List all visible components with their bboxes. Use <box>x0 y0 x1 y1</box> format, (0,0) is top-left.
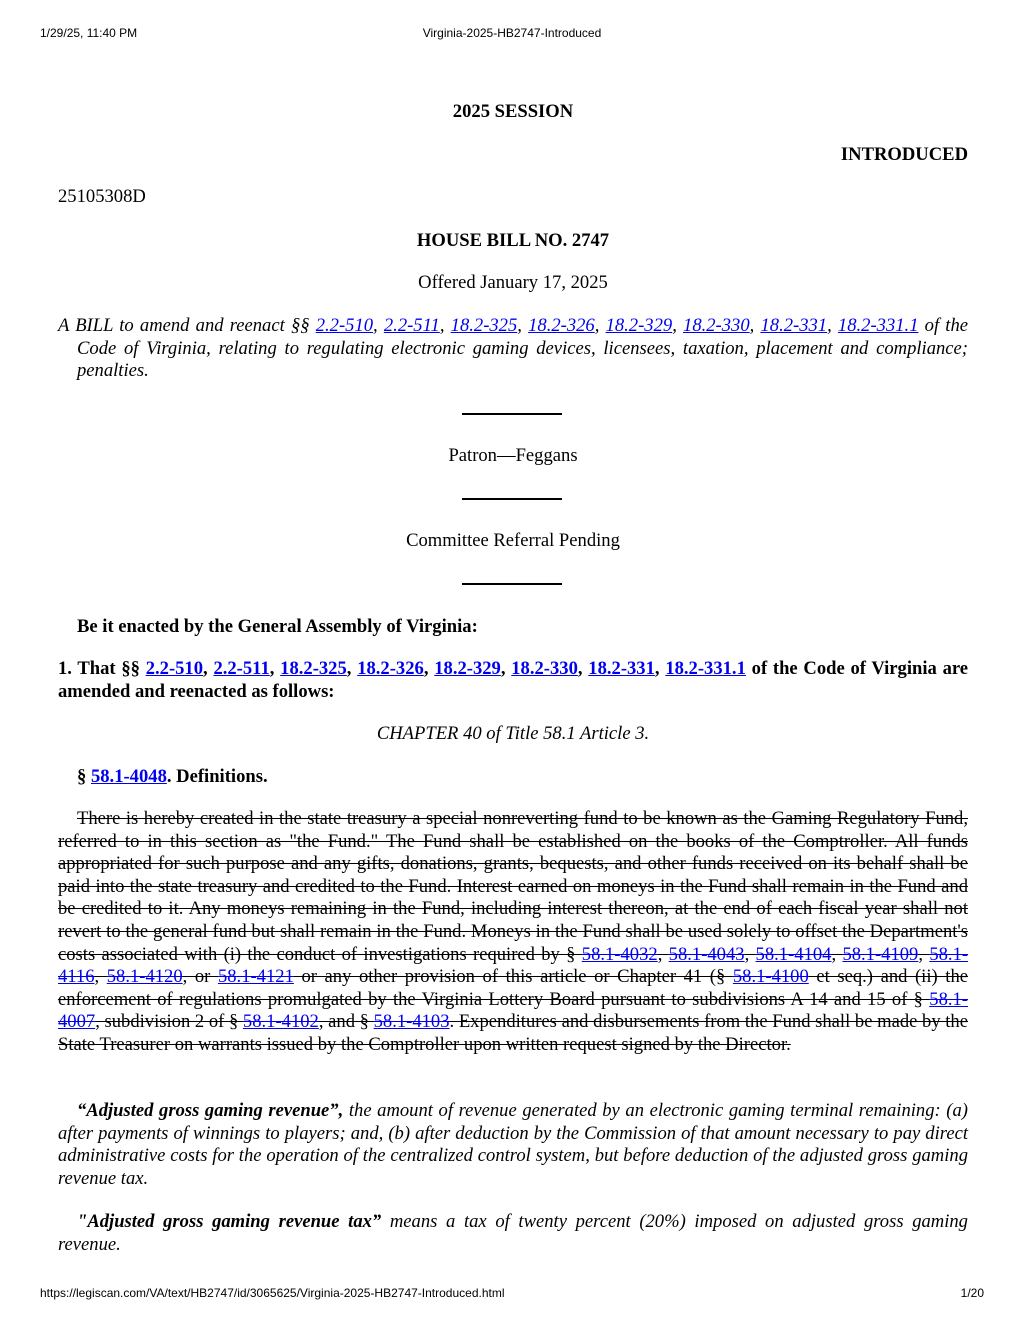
struck-text-2: or any other provision of this article or Chapter 41 (§ <box>293 966 733 988</box>
desc-link-18-2-331-1[interactable]: 18.2-331.1 <box>837 315 919 336</box>
struck-link-58-1-4100[interactable]: 58.1-4100 <box>732 966 809 988</box>
offered-date: Offered January 17, 2025 <box>418 272 608 293</box>
struck-link-58-1-4120[interactable]: 58.1-4120 <box>106 966 183 988</box>
divider-2 <box>462 498 562 500</box>
chapter-heading: CHAPTER 40 of Title 58.1 Article 3. <box>376 723 650 744</box>
print-datetime: 1/29/25, 11:40 PM <box>40 26 138 40</box>
struck-or: , or <box>182 966 218 988</box>
sec1-link-18-2-329[interactable]: 18.2-329 <box>434 658 501 679</box>
section1-suffix: of the Code of Virginia are amended and reenacted as follows: <box>58 658 969 702</box>
bill-title: HOUSE BILL NO. 2747 <box>416 230 610 251</box>
struck-text-1: There is hereby created in the state treasury a special nonreverting fund to be known as the Gaming Regulatory Fund, referred to in this section as "the Fund." The Fund shall be established on the books of the Comptroller. All funds appropriated for such purpose and any gifts, donations, grants, bequests, and other funds received on its behalf shall be paid into the state treasury and credited to the Fund. Interest earned on moneys in the Fund shall remain in the Fund and be credited to it. Any moneys remaining in the Fund, including interest thereon, at the end of each fiscal year shall not revert to the general fund but shall remain in the Fund. Moneys in the Fund shall be used solely to offset the Department's costs associated with (i) the conduct of investigations required by § <box>58 808 968 965</box>
struck-link-58-1-4116[interactable]: 58.1-4116 <box>58 943 969 988</box>
sec1-link-18-2-331[interactable]: 18.2-331 <box>588 658 655 679</box>
enacting-clause: Be it enacted by the General Assembly of Virginia: <box>77 616 478 637</box>
struck-link-58-1-4102[interactable]: 58.1-4102 <box>242 1011 319 1033</box>
section-one-clause: 1. That §§ 2.2-510, 2.2-511, 18.2-325, 18.2-326, 18.2-329, 18.2-330, 18.2-331, 18.2-331.1 of the Code of Virginia are amended and reenacted as follows: <box>58 658 969 702</box>
def2-text: means a tax of twenty percent (20%) imposed on adjusted gross gaming revenue. <box>58 1211 968 1255</box>
struck-sep: , <box>744 943 756 965</box>
sec1-link-18-2-331-1[interactable]: 18.2-331.1 <box>665 658 746 679</box>
sec1-link-18-2-325[interactable]: 18.2-325 <box>280 658 347 679</box>
section1-prefix: 1. That §§ <box>58 658 146 679</box>
struck-text-5: , and § <box>318 1011 374 1033</box>
status-heading: INTRODUCED <box>840 144 968 165</box>
divider-1 <box>462 413 562 415</box>
struck-link-58-1-4103[interactable]: 58.1-4103 <box>373 1011 450 1033</box>
bill-description: A BILL to amend and reenact §§ 2.2-510, 2.2-511, 18.2-325, 18.2-326, 18.2-329, 18.2-330, 18.2-331, 18.2-331.1 of the Code of Virginia, relating to regulating electronic gaming devices, licensees, taxation, placement and compliance; penalties. <box>58 315 969 382</box>
desc-link-18-2-326[interactable]: 18.2-326 <box>528 315 595 336</box>
struck-sep: , <box>94 966 107 988</box>
struck-text-3: et seq.) and (ii) the enforcement of regulations promulgated by the Virginia Lottery Board pursuant to subdivisions A 14 and 15 of § <box>58 966 969 1010</box>
struck-text-6: . Expenditures and disbursements from the Fund shall be made by the State Treasurer on warrants issued by the Comptroller upon written request signed by the Director. <box>58 1011 968 1055</box>
struck-sep: , <box>918 943 930 965</box>
print-doc-title: Virginia-2025-HB2747-Introduced <box>422 26 602 40</box>
definition-adjusted-gross-gaming-revenue-tax <box>58 1211 968 1256</box>
desc-link-18-2-330[interactable]: 18.2-330 <box>683 315 750 336</box>
definitions-suffix: . Definitions. <box>166 766 268 787</box>
def1-term: “Adjusted gross gaming revenue”, <box>77 1100 344 1121</box>
divider-3 <box>462 583 562 585</box>
struck-link-58-1-4032[interactable]: 58.1-4032 <box>581 943 658 965</box>
desc-link-18-2-331[interactable]: 18.2-331 <box>760 315 828 336</box>
desc-link-2-2-510[interactable]: 2.2-510 <box>315 315 374 336</box>
definitions-prefix: § <box>77 766 91 787</box>
sec1-link-2-2-510[interactable]: 2.2-510 <box>145 658 204 679</box>
struck-link-58-1-4121[interactable]: 58.1-4121 <box>217 966 294 988</box>
struck-link-58-1-4109[interactable]: 58.1-4109 <box>842 943 919 965</box>
patron: Patron—Feggans <box>448 445 578 466</box>
sec1-link-18-2-326[interactable]: 18.2-326 <box>357 658 424 679</box>
sec1-link-2-2-511[interactable]: 2.2-511 <box>213 658 270 679</box>
struck-link-58-1-4104[interactable]: 58.1-4104 <box>755 943 832 965</box>
bill-desc-suffix: of the Code of Virginia, relating to regulating electronic gaming devices, licensees, taxation, placement and compliance; penalties. <box>77 315 969 382</box>
desc-link-2-2-511[interactable]: 2.2-511 <box>383 315 440 336</box>
def2-term: "Adjusted gross gaming revenue tax” <box>77 1211 382 1232</box>
struck-link-58-1-4043[interactable]: 58.1-4043 <box>668 943 745 965</box>
sec1-link-18-2-330[interactable]: 18.2-330 <box>511 658 578 679</box>
struck-paragraph <box>58 808 968 1057</box>
definition-adjusted-gross-gaming-revenue <box>58 1100 968 1190</box>
print-page-number: 1/20 <box>960 1286 984 1300</box>
struck-link-58-1-4007[interactable]: 58.1-4007 <box>58 988 968 1033</box>
bill-desc-prefix: A BILL to amend and reenact §§ <box>58 315 316 336</box>
def1-text: the amount of revenue generated by an electronic gaming terminal remaining: (a) after payments of winnings to players; and, (b) after deduction by the Commission of that amount necessary to pay direct administrative costs for the operation of the centralized control system, but before deduction of the adjusted gross gaming revenue tax. <box>58 1100 968 1189</box>
struck-sep: , <box>831 943 843 965</box>
definitions-heading <box>58 766 968 789</box>
document-id: 25105308D <box>58 186 146 207</box>
definitions-link[interactable]: 58.1-4048 <box>90 766 167 787</box>
desc-link-18-2-329[interactable]: 18.2-329 <box>605 315 673 336</box>
print-footer-url: https://legiscan.com/VA/text/HB2747/id/3065625/Virginia-2025-HB2747-Introduced.html <box>40 1286 505 1300</box>
desc-link-18-2-325[interactable]: 18.2-325 <box>450 315 518 336</box>
struck-text-4: , subdivision 2 of § <box>95 1011 243 1033</box>
session-heading: 2025 SESSION <box>452 101 574 122</box>
committee-referral: Committee Referral Pending <box>406 530 620 551</box>
struck-sep: , <box>657 943 669 965</box>
